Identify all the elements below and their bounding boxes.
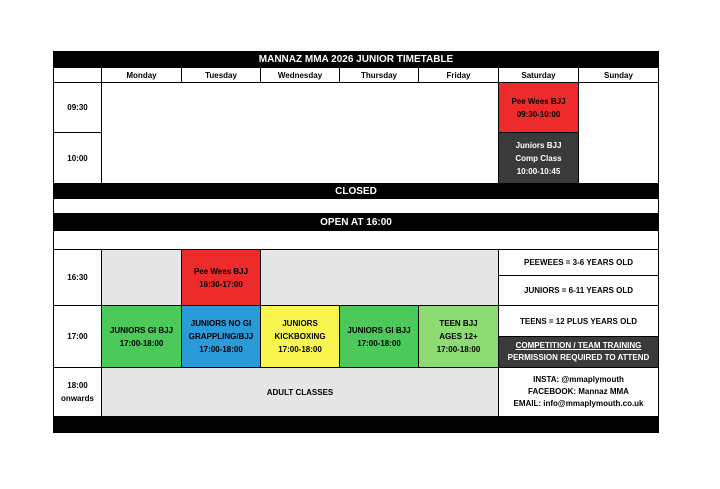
header-corner bbox=[53, 67, 102, 83]
timetable-title: MANNAZ MMA 2026 JUNIOR TIMETABLE bbox=[53, 51, 659, 67]
contact-email: EMAIL: info@mmaplymouth.co.uk bbox=[513, 399, 644, 408]
day-header-wednesday: Wednesday bbox=[260, 67, 340, 83]
wednesday-juniors-kickboxing: JUNIORS KICKBOXING 17:00-18:00 bbox=[260, 305, 340, 368]
closed-banner: CLOSED bbox=[53, 183, 659, 199]
time-1000: 10:00 bbox=[53, 132, 102, 184]
spacer-row-1 bbox=[53, 198, 659, 214]
time-1630: 16:30 bbox=[53, 249, 102, 306]
age-teens: TEENS = 12 PLUS YEARS OLD bbox=[498, 305, 659, 337]
tuesday-pee-wees-bjj: Pee Wees BJJ 16:30-17:00 bbox=[181, 249, 261, 306]
time-1700: 17:00 bbox=[53, 305, 102, 368]
day-header-saturday: Saturday bbox=[498, 67, 579, 83]
wed-fri-1630-empty bbox=[260, 249, 499, 306]
time-1800-onwards: 18:00 onwards bbox=[53, 367, 102, 417]
age-peewees: PEEWEES = 3-6 YEARS OLD bbox=[498, 249, 659, 276]
day-header-thursday: Thursday bbox=[339, 67, 419, 83]
open-banner: OPEN AT 16:00 bbox=[53, 213, 659, 231]
monday-juniors-gi-bjj: JUNIORS GI BJJ 17:00-18:00 bbox=[101, 305, 182, 368]
footer-bar bbox=[53, 416, 659, 433]
day-header-sunday: Sunday bbox=[578, 67, 659, 83]
thursday-juniors-gi-bjj: JUNIORS GI BJJ 17:00-18:00 bbox=[339, 305, 419, 368]
day-header-monday: Monday bbox=[101, 67, 182, 83]
competition-subtitle: PERMISSION REQUIRED TO ATTEND bbox=[507, 353, 650, 362]
spacer-row-2 bbox=[53, 230, 659, 250]
day-header-tuesday: Tuesday bbox=[181, 67, 261, 83]
tuesday-juniors-no-gi: JUNIORS NO GI GRAPPLING/BJJ 17:00-18:00 bbox=[181, 305, 261, 368]
adult-classes: ADULT CLASSES bbox=[101, 367, 499, 417]
sunday-morning-empty bbox=[578, 82, 659, 184]
competition-box bbox=[498, 336, 659, 368]
friday-teen-bjj: TEEN BJJ AGES 12+ 17:00-18:00 bbox=[418, 305, 499, 368]
monday-1630-empty bbox=[101, 249, 182, 306]
competition-title: COMPETITION / TEAM TRAINING bbox=[515, 341, 642, 350]
time-0930: 09:30 bbox=[53, 82, 102, 133]
saturday-juniors-comp-class: Juniors BJJ Comp Class 10:00-10:45 bbox=[498, 132, 579, 184]
morning-empty-weekdays bbox=[101, 82, 499, 184]
contact-insta: INSTA: @mmaplymouth bbox=[533, 375, 624, 384]
age-juniors: JUNIORS = 6-11 YEARS OLD bbox=[498, 275, 659, 306]
saturday-pee-wees-bjj: Pee Wees BJJ 09:30-10:00 bbox=[498, 82, 579, 133]
day-header-friday: Friday bbox=[418, 67, 499, 83]
contact-facebook: FACEBOOK: Mannaz MMA bbox=[528, 387, 629, 396]
contact-box bbox=[498, 367, 659, 417]
